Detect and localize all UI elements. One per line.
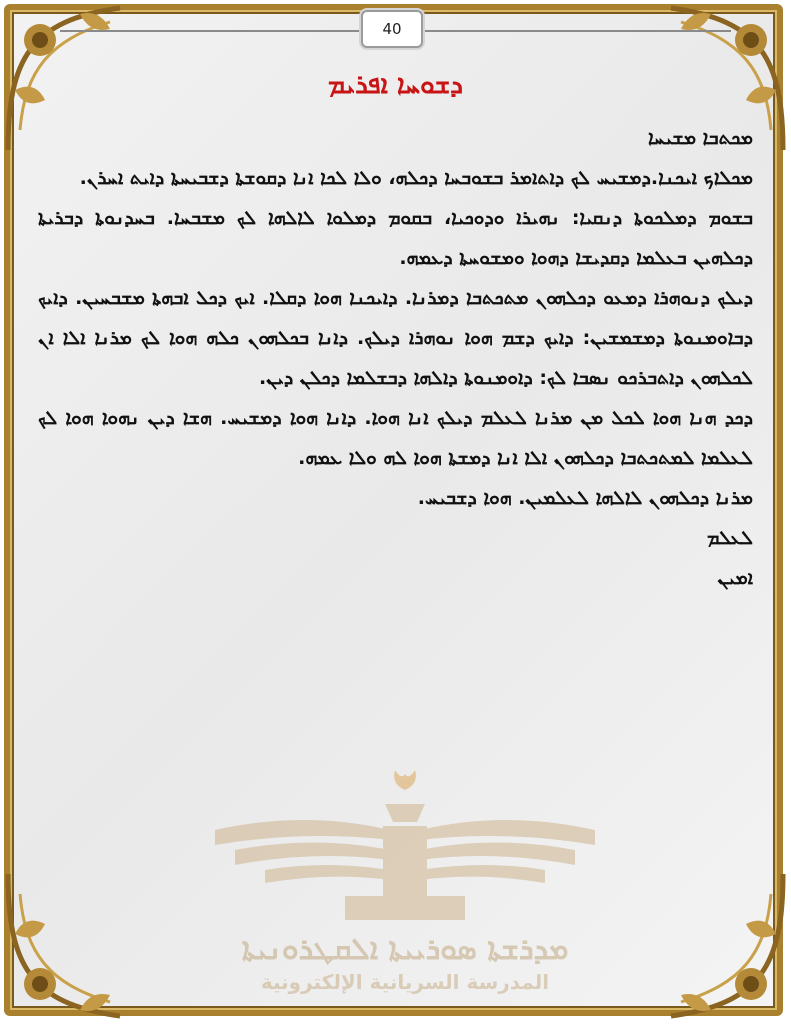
corner-ornament-bottom-right — [651, 864, 791, 1024]
watermark-arabic-text: المدرسة السريانية الإلكترونية — [260, 970, 550, 994]
page-number: 40 — [361, 10, 423, 48]
paragraph: ܡܟܠܐܟ ܐܝܟܢܐ.ܕܡܫܝܚ ܠܟ ܕܐܬܐܡܪ ܒܫܘܒܚܐ ܕܟܠܗ، ܘܠܐ ܠܟܐ ܐܢܐ ܕܩܘܫܬܐ ܕܫܒܝܚܬܐ ܕܐܝܬ ܐܚܪܢ. — [79, 167, 753, 189]
paragraph: ܕܟܕ ܗܢܐ ܗܘܐ ܠܟܠ ܡܢ ܡܪܢܐ ܠܥܠܡ ܕܝܠܟ ܐܢܐ ܗܘܐ. ܕܐܢܐ ܗܘܐ ܕܡܫܝܚ. ܗܫܐ ܕܝܢ ܢܗܘܐ ܗܘܐ ܠܟ ܠܥܠܡܐ ܠܡܬܟܬܒܐ ܕܟܠܗܘܢ ܐܠܐ ܐܢܐ ܕܡܫܬܐ ܗܘܐ ܠܗ ܘܠܐ ܥܡܗ. — [38, 407, 753, 469]
winged-emblem-icon — [205, 770, 605, 930]
page-title: ܕܫܘܚܐ ܐܦܪܝܡ — [327, 70, 464, 100]
paragraph: ܠܥܠܡ — [706, 527, 753, 549]
paragraph: ܡܪܢܐ ܕܟܠܗܘܢ ܠܐܠܗܐ ܠܥܠܡܝܢ. ܗܘܐ ܕܫܒܝܚ. — [417, 487, 753, 509]
paragraph: ܒܫܘܡ ܕܡܠܟܘܬܐ ܕܢܩܝܐ: ܢܗܝܪܐ ܘܕܘܟܝܐ، ܒܩܘܡ ܕܡܠܘܐ ܠܐܠܗܐ ܠܟ ܡܫܒܚܐ. ܒܚܕܢܘܬܐ ܕܒܪܝܬܐ ܕܟܠܗܝܢ ܒܥܠܡܐ ܕܩܕܝܫܐ ܕܗܘܐ ܘܡܫܘܚܬܐ ܕܥܡܗ. — [38, 207, 753, 269]
body-text — [38, 118, 753, 598]
paragraph: ܐܡܝܢ — [717, 567, 753, 589]
watermark-syriac-text: ܡܕܪܫܬܐ ܣܘܪܝܝܬܐ ܐܠܩܛܪܘܢܝܬܐ — [241, 932, 569, 967]
paragraph: ܕܝܠܟ ܕܢܘܗܪܐ ܕܡܥܘ ܕܟܠܗܘܢ ܡܬܟܬܒܐ ܕܡܪܢܐ. ܕܐܝܟܢܐ ܗܘܐ ܕܩܠܐ. ܐܝܟ ܕܟܠ ܐܒܗܬܐ ܡܫܒܚܝܢ. ܕܐܝܟ ܕܒܐܘܡܢܘܬܐ ܕܡܫܡܫܝܢ: ܕܐܝܟ ܕܫܡ ܗܘܐ ܢܘܗܪܐ ܕܝܠܟ. ܕܐܢܐ ܒܟܠܗܘܢ ܟܠܗ ܗܘܐ ܠܟ ܡܪܢܐ ܐܠܐ ܐܢ ܠܟܠܗܘܢ ܕܐܬܒܪܟܘ ܢܣܒܐ ܠܟ: ܕܐܘܡܢܘܬܐ ܕܐܠܗܐ ܕܒܫܠܡܐ ܕܟܠܢ ܕܝܢ. — [38, 287, 753, 389]
paragraph: ܡܟܬܒܐ ܡܫܝܚܐ — [648, 127, 753, 149]
corner-ornament-bottom-left — [0, 864, 140, 1024]
watermark-logo — [205, 770, 605, 1010]
